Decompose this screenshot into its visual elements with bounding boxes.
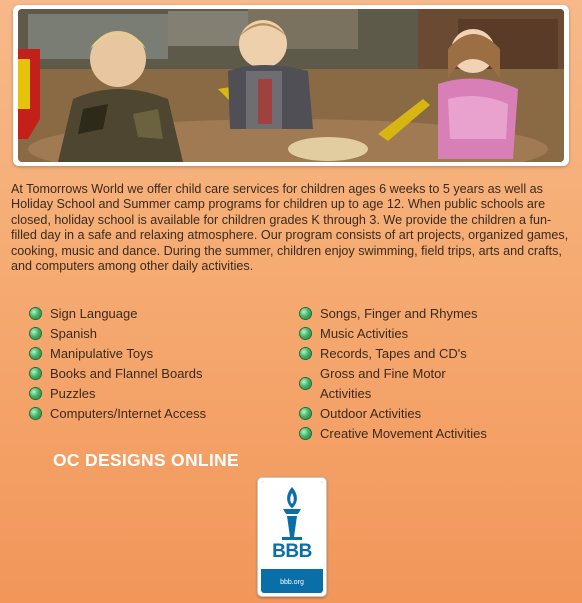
green-orb-icon xyxy=(30,328,41,339)
activity-label: Books and Flannel Boards xyxy=(50,366,203,381)
bbb-wordmark: BBB xyxy=(272,541,312,562)
activity-label: Computers/Internet Access xyxy=(50,406,207,421)
activity-label: Music Activities xyxy=(320,326,409,341)
bbb-accreditation-badge[interactable] xyxy=(257,477,327,597)
green-orb-icon xyxy=(300,428,311,439)
activities-list-left xyxy=(30,304,280,424)
list-item xyxy=(30,364,280,384)
bbb-url: bbb.org xyxy=(280,579,304,586)
activity-label: Puzzles xyxy=(50,386,96,401)
bbb-badge-body xyxy=(261,481,323,593)
list-item xyxy=(30,304,280,324)
green-orb-icon xyxy=(300,328,311,339)
designer-credit-link[interactable]: OC DESIGNS ONLINE xyxy=(53,450,239,470)
hero-photo-frame xyxy=(13,5,569,166)
list-item xyxy=(300,344,560,364)
playground-illustration xyxy=(18,9,564,162)
activity-label: Sign Language xyxy=(50,306,138,321)
activity-label: Gross and Fine Motor Activities xyxy=(320,366,446,401)
activity-label: Outdoor Activities xyxy=(320,406,422,421)
green-orb-icon xyxy=(30,348,41,359)
green-orb-icon xyxy=(30,388,41,399)
green-orb-icon xyxy=(30,308,41,319)
green-orb-icon xyxy=(300,408,311,419)
green-orb-icon xyxy=(30,408,41,419)
activities-list-right xyxy=(300,304,560,444)
green-orb-icon xyxy=(300,348,311,359)
hero-photo-children-playground xyxy=(18,9,564,162)
torch-icon xyxy=(261,481,323,541)
list-item xyxy=(300,404,560,424)
green-orb-icon xyxy=(300,308,311,319)
green-orb-icon xyxy=(30,368,41,379)
list-item xyxy=(30,344,280,364)
bbb-badge-top xyxy=(261,481,323,569)
list-item xyxy=(300,304,560,324)
list-item xyxy=(300,364,560,404)
green-orb-icon xyxy=(300,378,311,389)
list-item xyxy=(300,324,560,344)
intro-paragraph: At Tomorrows World we offer child care services for children ages 6 weeks to 5 years as well as Holiday School and Summer camp programs for children up to age 12. When public schools are closed, holiday school is available for children grades K through 3. We provide the children a fun-filled day in a safe and relaxing atmosphere. Our program consists of art projects, organized games, cooking, music and dance. During the summer, children enjoy swimming, field trips, arts and crafts, and computers among other daily activities. xyxy=(11,182,569,274)
list-item xyxy=(30,384,280,404)
list-item xyxy=(30,324,280,344)
activity-label: Songs, Finger and Rhymes xyxy=(320,306,478,321)
activity-label: Manipulative Toys xyxy=(50,346,154,361)
activity-label: Creative Movement Activities xyxy=(320,426,487,441)
list-item xyxy=(300,424,560,444)
list-item xyxy=(30,404,280,424)
activity-label: Spanish xyxy=(50,326,97,341)
activity-label: Records, Tapes and CD's xyxy=(320,346,467,361)
